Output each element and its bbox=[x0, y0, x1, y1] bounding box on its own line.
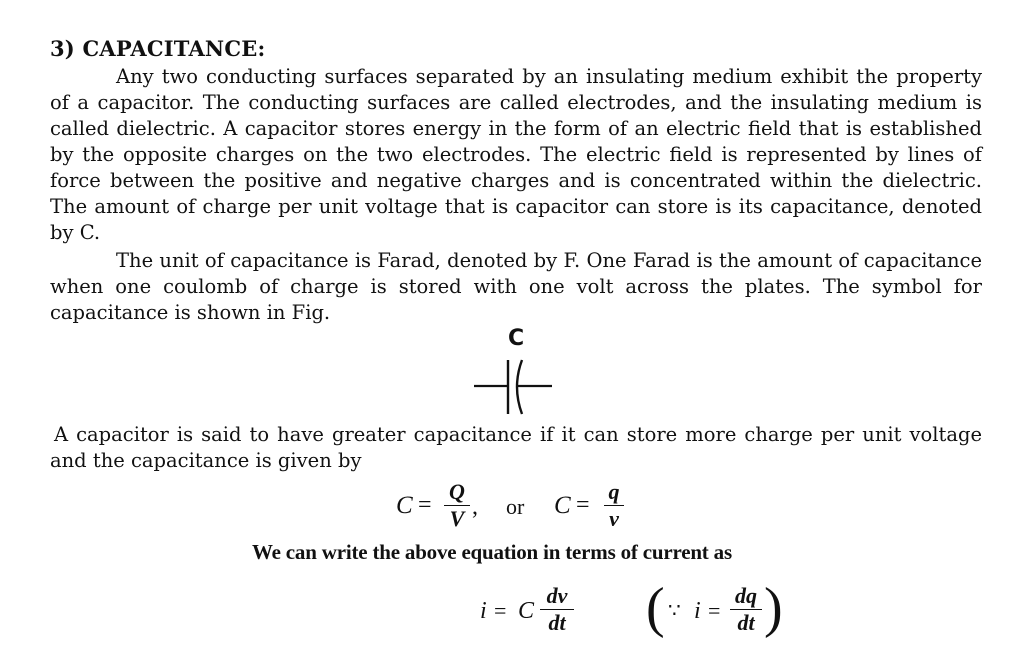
eq2-close-paren: ) bbox=[764, 577, 783, 639]
eq2-lhs-i2: i bbox=[694, 598, 701, 624]
eq1-lhs-c: C bbox=[396, 492, 413, 519]
paragraph-unit: The unit of capacitance is Farad, denoted by F. One Farad is the amount of capacitance when one coulomb of charge is stored with one volt across the plates. The symbol for capacitance is shown in Fig. bbox=[50, 249, 982, 324]
eq1-fraction-qv bbox=[444, 480, 470, 531]
paragraph-greater-capacitance: A capacitor is said to have greater capacitance if it can store more charge per unit voltage and the capacitance is given by bbox=[50, 423, 982, 472]
paragraph-definition: Any two conducting surfaces separated by an insulating medium exhibit the property of a capacitor. The conducting surfaces are called electrodes, and the insulating medium is called dielectric. A capacitor stores energy in the form of an electric field that is established by the opposite charges on the two electrodes. The electric field is represented by lines of force between the positive and negative charges and is concentrated within the dielectric. The amount of charge per unit voltage that is capacitor can store is its capacitance, denoted by C. bbox=[50, 65, 982, 244]
current-equation bbox=[480, 577, 783, 644]
eq2-lhs-i: i bbox=[480, 598, 487, 624]
eq2-open-paren: ( bbox=[646, 577, 665, 639]
eq2-equals: = bbox=[494, 598, 507, 623]
eq1-denominator-v: V bbox=[449, 506, 465, 531]
eq2-numerator-dq: dq bbox=[735, 583, 757, 608]
eq1-equals2: = bbox=[576, 492, 590, 518]
eq1-lhs-c2: C bbox=[554, 492, 571, 519]
eq2-fraction-dvdt bbox=[540, 584, 574, 635]
eq1-equals: = bbox=[418, 492, 432, 518]
eq2-denominator-dt: dt bbox=[548, 610, 566, 635]
eq2-coef-c: C bbox=[518, 598, 535, 624]
eq2-because-symbol: ∵ bbox=[668, 600, 681, 622]
capacitor-symbol-icon bbox=[470, 356, 560, 416]
eq1-denominator-v-small: v bbox=[609, 506, 619, 531]
capacitance-equation bbox=[396, 480, 636, 540]
eq1-numerator-q-small: q bbox=[608, 479, 620, 504]
eq2-denominator-dt2: dt bbox=[737, 610, 755, 635]
eq1-numerator-q: Q bbox=[449, 479, 465, 504]
capacitor-symbol-label: C bbox=[508, 326, 525, 351]
eq1-comma: , bbox=[472, 494, 478, 520]
eq2-numerator-dv: dv bbox=[546, 583, 568, 608]
section-heading: 3) CAPACITANCE: bbox=[50, 36, 266, 61]
current-equation-intro: We can write the above equation in terms of current as bbox=[252, 540, 732, 564]
eq2-fraction-dqdt bbox=[730, 584, 762, 635]
eq2-equals2: = bbox=[708, 598, 721, 623]
capacitor-symbol-figure bbox=[470, 326, 560, 418]
eq1-fraction-qv-small bbox=[604, 480, 624, 531]
eq1-or: or bbox=[506, 494, 525, 519]
